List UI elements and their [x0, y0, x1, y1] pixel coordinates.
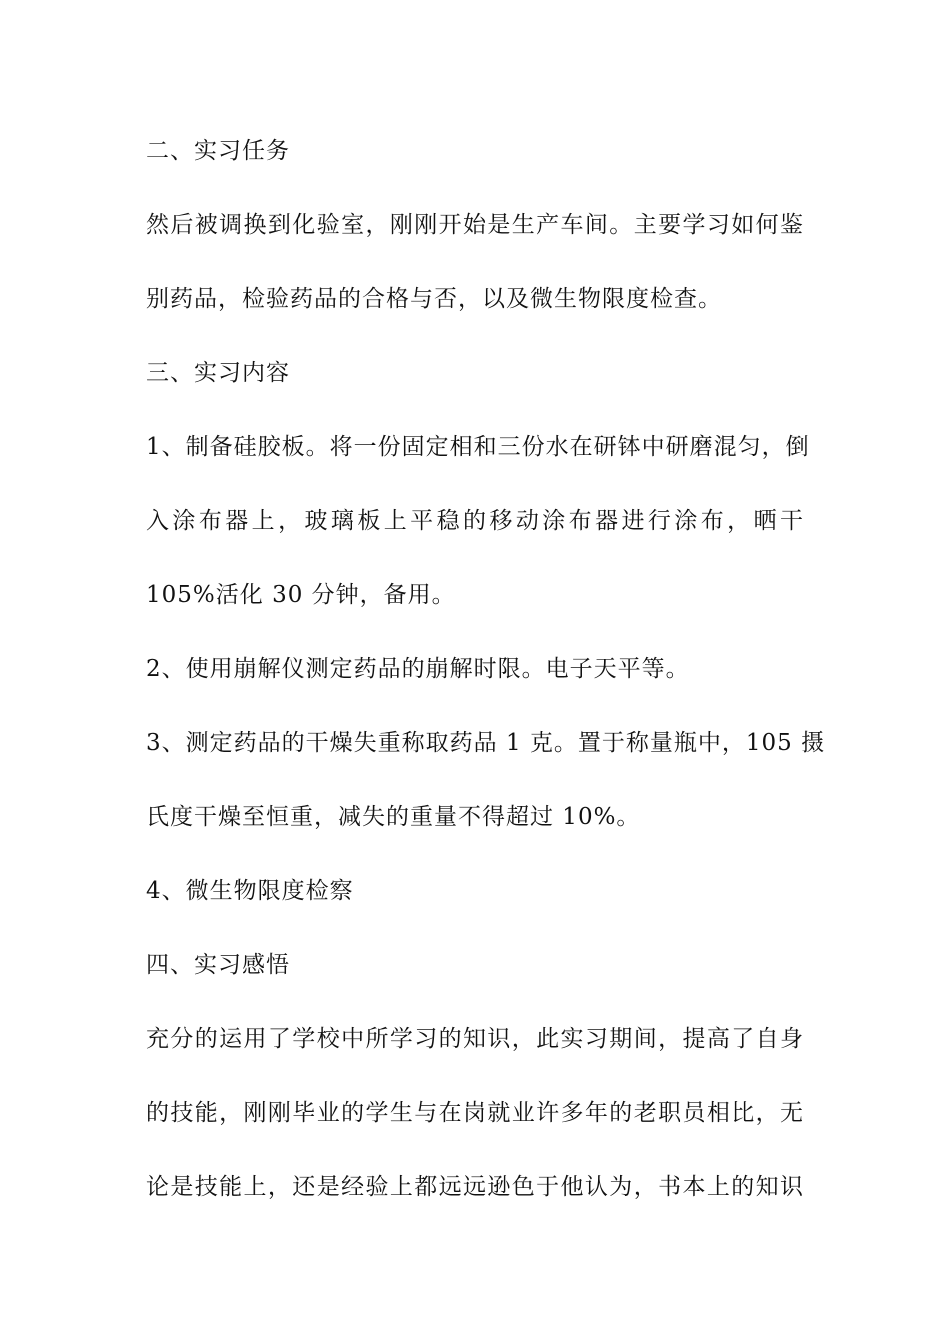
list-item-line: 105%活化 30 分钟，备用。 [146, 582, 456, 608]
list-item-line: 1、制备硅胶板。将一份固定相和三份水在研钵中研磨混匀，倒 [146, 434, 810, 460]
section-heading-reflection: 四、实习感悟 [146, 952, 290, 978]
paragraph-line: 充分的运用了学校中所学习的知识，此实习期间，提高了自身 [146, 1026, 804, 1052]
paragraph-line: 论是技能上，还是经验上都远远逊色于他认为，书本上的知识 [146, 1174, 804, 1200]
list-item-line: 入涂布器上，玻璃板上平稳的移动涂布器进行涂布，晒干 [146, 508, 804, 534]
list-item-line: 2、使用崩解仪测定药品的崩解时限。电子天平等。 [146, 656, 690, 682]
list-item-line: 3、测定药品的干燥失重称取药品 1 克。置于称量瓶中，105 摄 [146, 730, 826, 756]
paragraph-line: 然后被调换到化验室，刚刚开始是生产车间。主要学习如何鉴 [146, 212, 804, 238]
list-item-line: 氏度干燥至恒重，减失的重量不得超过 10%。 [146, 804, 641, 830]
paragraph-line: 的技能，刚刚毕业的学生与在岗就业许多年的老职员相比，无 [146, 1100, 804, 1126]
section-heading-tasks: 二、实习任务 [146, 138, 290, 164]
section-heading-content: 三、实习内容 [146, 360, 290, 386]
list-item-line: 4、微生物限度检察 [146, 878, 354, 904]
paragraph-line: 别药品，检验药品的合格与否，以及微生物限度检查。 [146, 286, 722, 312]
